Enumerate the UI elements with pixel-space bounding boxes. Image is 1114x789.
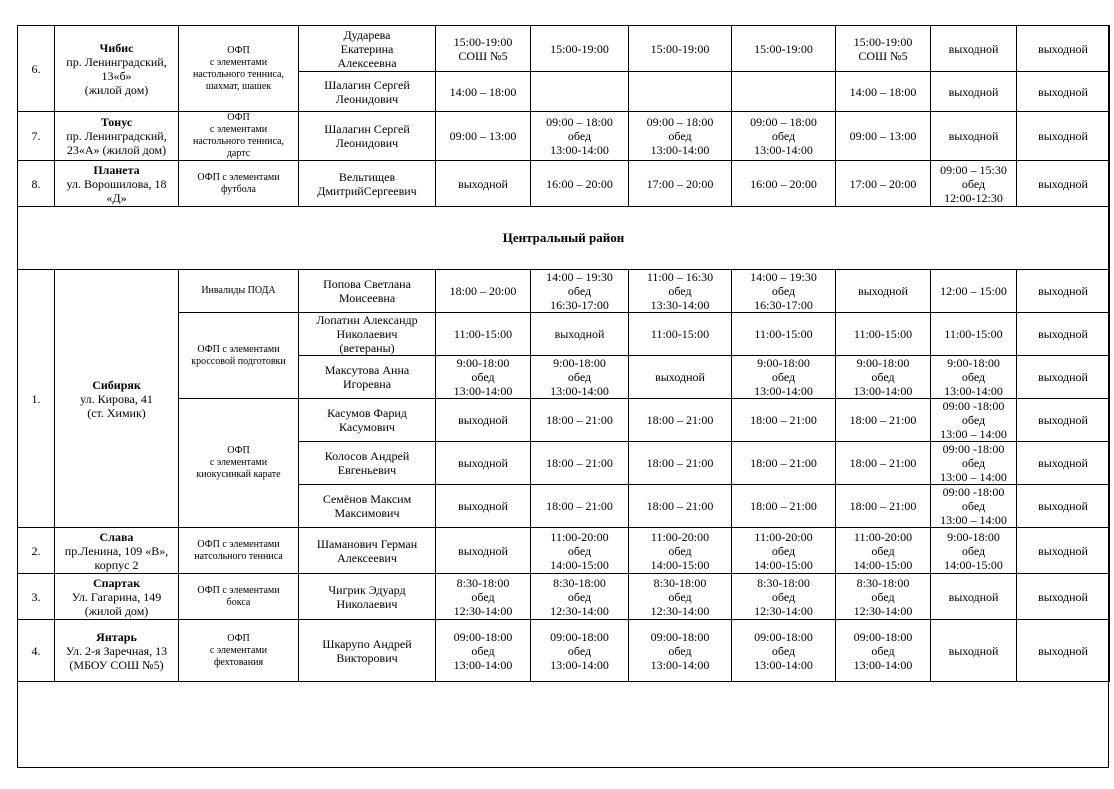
time-cell: 8:30-18:00 обед 12:30-14:00 <box>836 574 931 620</box>
coach-cell: Семёнов Максим Максимович <box>299 485 436 528</box>
table-row <box>18 207 1110 270</box>
time-cell: 09:00-18:00 обед 13:00-14:00 <box>531 620 629 682</box>
time-cell: 9:00-18:00 обед 13:00-14:00 <box>436 356 531 399</box>
time-cell: выходной <box>436 442 531 485</box>
time-cell: выходной <box>1017 485 1110 528</box>
table-row <box>18 399 1110 442</box>
time-cell: 14:00 – 19:30 обед 16:30-17:00 <box>531 270 629 313</box>
table-row <box>18 313 1110 356</box>
club-name: Тонус <box>100 115 133 129</box>
sport-cell: ОФП с элементами бокса <box>179 574 299 620</box>
table-row <box>18 161 1110 207</box>
club-cell: Тонус пр. Ленинградский, 23«А» (жилой дом) <box>55 112 179 161</box>
time-cell: 18:00 – 21:00 <box>836 399 931 442</box>
time-cell: 17:00 – 20:00 <box>629 161 732 207</box>
time-cell: 09:00 – 18:00 обед 13:00-14:00 <box>732 112 836 161</box>
time-cell: 09:00 – 13:00 <box>836 112 931 161</box>
club-cell: Планета ул. Ворошилова, 18 «Д» <box>55 161 179 207</box>
time-cell: выходной <box>436 485 531 528</box>
table-row <box>18 26 1110 72</box>
time-cell: 09:00 -18:00 обед 13:00 – 14:00 <box>931 399 1017 442</box>
time-cell: 11:00-15:00 <box>836 313 931 356</box>
time-cell: 18:00 – 21:00 <box>531 399 629 442</box>
club-cell: Янтарь Ул. 2-я Заречная, 13 (МБОУ СОШ №5) <box>55 620 179 682</box>
club-name: Планета <box>93 162 140 177</box>
club-name: Янтарь <box>96 629 137 644</box>
coach-cell: Дударева Екатерина Алексеевна <box>299 26 436 72</box>
time-cell: 8:30-18:00 обед 12:30-14:00 <box>436 574 531 620</box>
coach-cell: Лопатин Александр Николаевич (ветераны) <box>299 313 436 356</box>
time-cell: 15:00-19:00 <box>732 26 836 72</box>
time-cell: 18:00 – 21:00 <box>732 399 836 442</box>
row-number: 6. <box>18 26 55 112</box>
time-cell: 9:00-18:00 обед 13:00-14:00 <box>531 356 629 399</box>
time-cell: 09:00 -18:00 обед 13:00 – 14:00 <box>931 485 1017 528</box>
time-cell: 12:00 – 15:00 <box>931 270 1017 313</box>
sport-cell: ОФП с элементами фехтования <box>179 620 299 682</box>
coach-cell: Попова Светлана Моисеевна <box>299 270 436 313</box>
time-cell: 11:00-15:00 <box>931 313 1017 356</box>
time-cell: 09:00 – 15:30 обед 12:00-12:30 <box>931 161 1017 207</box>
time-cell: выходной <box>1017 26 1110 72</box>
time-cell: 11:00-20:00 обед 14:00-15:00 <box>836 528 931 574</box>
time-cell: 18:00 – 21:00 <box>629 442 732 485</box>
sport-cell: ОФП с элементами настольного тенниса, дартс <box>179 112 299 161</box>
time-cell: 16:00 – 20:00 <box>531 161 629 207</box>
time-cell: 11:00-15:00 <box>436 313 531 356</box>
time-cell: 8:30-18:00 обед 12:30-14:00 <box>732 574 836 620</box>
time-cell: выходной <box>836 270 931 313</box>
time-cell: 11:00-20:00 обед 14:00-15:00 <box>531 528 629 574</box>
sport-cell: ОФП с элементами настольного тенниса, шахмат, шашек <box>179 26 299 112</box>
time-cell: 18:00 – 21:00 <box>836 442 931 485</box>
coach-cell: Вельтищев ДмитрийСергеевич <box>299 161 436 207</box>
time-cell: выходной <box>1017 270 1110 313</box>
time-cell <box>732 72 836 112</box>
table-row <box>18 270 1110 313</box>
time-cell <box>629 72 732 112</box>
time-cell: выходной <box>436 528 531 574</box>
time-cell: 14:00 – 18:00 <box>836 72 931 112</box>
time-cell: 9:00-18:00 обед 13:00-14:00 <box>836 356 931 399</box>
time-cell: 15:00-19:00 <box>629 26 732 72</box>
schedule-table <box>17 25 1110 682</box>
coach-cell: Касумов Фарид Касумович <box>299 399 436 442</box>
club-cell: Чибис пр. Ленинградский, 13«б» (жилой дом) <box>55 26 179 112</box>
time-cell: 09:00 – 18:00 обед 13:00-14:00 <box>629 112 732 161</box>
time-cell: выходной <box>1017 620 1110 682</box>
club-cell: Слава пр.Ленина, 109 «В», корпус 2 <box>55 528 179 574</box>
time-cell: выходной <box>1017 356 1110 399</box>
time-cell: 15:00-19:00 СОШ №5 <box>436 26 531 72</box>
time-cell: 8:30-18:00 обед 12:30-14:00 <box>629 574 732 620</box>
time-cell: выходной <box>1017 574 1110 620</box>
time-cell: 14:00 – 18:00 <box>436 72 531 112</box>
time-cell: 9:00-18:00 обед 13:00-14:00 <box>732 356 836 399</box>
time-cell: 18:00 – 21:00 <box>531 442 629 485</box>
time-cell: выходной <box>931 72 1017 112</box>
time-cell: выходной <box>1017 313 1110 356</box>
time-cell: 18:00 – 21:00 <box>732 485 836 528</box>
time-cell: 11:00-15:00 <box>629 313 732 356</box>
time-cell: 15:00-19:00 <box>531 26 629 72</box>
time-cell: 09:00-18:00 обед 13:00-14:00 <box>436 620 531 682</box>
time-cell: 18:00 – 20:00 <box>436 270 531 313</box>
row-number: 7. <box>18 112 55 161</box>
coach-cell: Шалагин Сергей Леонидович <box>299 112 436 161</box>
time-cell: выходной <box>436 399 531 442</box>
time-cell: 18:00 – 21:00 <box>836 485 931 528</box>
time-cell: 9:00-18:00 обед 13:00-14:00 <box>931 356 1017 399</box>
time-cell: 09:00-18:00 обед 13:00-14:00 <box>836 620 931 682</box>
coach-cell: Шкарупо Андрей Викторович <box>299 620 436 682</box>
row-number: 4. <box>18 620 55 682</box>
time-cell: 09:00 – 18:00 обед 13:00-14:00 <box>531 112 629 161</box>
time-cell: 17:00 – 20:00 <box>836 161 931 207</box>
coach-cell: Колосов Андрей Евгеньевич <box>299 442 436 485</box>
club-name: Сибиряк <box>92 377 141 392</box>
time-cell: выходной <box>931 112 1017 161</box>
time-cell: 11:00 – 16:30 обед 13:30-14:00 <box>629 270 732 313</box>
time-cell: 18:00 – 21:00 <box>531 485 629 528</box>
table-row <box>18 528 1110 574</box>
sport-cell: ОФП с элементами натсольного тенниса <box>179 528 299 574</box>
time-cell <box>531 72 629 112</box>
time-cell: 14:00 – 19:30 обед 16:30-17:00 <box>732 270 836 313</box>
sport-cell: ОФП с элементами киокусинкай карате <box>179 399 299 528</box>
club-name: Чибис <box>99 40 134 55</box>
sport-cell: Инвалиды ПОДА <box>179 270 299 313</box>
time-cell: выходной <box>436 161 531 207</box>
time-cell: выходной <box>931 26 1017 72</box>
time-cell: выходной <box>531 313 629 356</box>
table-row <box>18 574 1110 620</box>
time-cell: выходной <box>1017 72 1110 112</box>
time-cell: 09:00 – 13:00 <box>436 112 531 161</box>
coach-cell: Чигрик Эдуард Николаевич <box>299 574 436 620</box>
time-cell: выходной <box>1017 528 1110 574</box>
row-number: 3. <box>18 574 55 620</box>
club-cell: Сибиряк ул. Кирова, 41 (ст. Химик) <box>55 270 179 528</box>
time-cell: 15:00-19:00 СОШ №5 <box>836 26 931 72</box>
time-cell: выходной <box>931 574 1017 620</box>
time-cell: 09:00-18:00 обед 13:00-14:00 <box>732 620 836 682</box>
time-cell: 8:30-18:00 обед 12:30-14:00 <box>531 574 629 620</box>
club-name: Слава <box>99 529 134 544</box>
time-cell: 9:00-18:00 обед 14:00-15:00 <box>931 528 1017 574</box>
time-cell: 09:00-18:00 обед 13:00-14:00 <box>629 620 732 682</box>
club-cell: Спартак Ул. Гагарина, 149 (жилой дом) <box>55 574 179 620</box>
row-number: 1. <box>18 270 55 528</box>
time-cell: выходной <box>629 356 732 399</box>
club-name: Спартак <box>92 575 141 590</box>
time-cell: выходной <box>1017 442 1110 485</box>
time-cell: выходной <box>1017 399 1110 442</box>
time-cell: 18:00 – 21:00 <box>732 442 836 485</box>
time-cell: 18:00 – 21:00 <box>629 485 732 528</box>
time-cell: 16:00 – 20:00 <box>732 161 836 207</box>
coach-cell: Максутова Анна Игоревна <box>299 356 436 399</box>
table-row <box>18 620 1110 682</box>
time-cell: 11:00-20:00 обед 14:00-15:00 <box>732 528 836 574</box>
table-row <box>18 112 1110 161</box>
time-cell: выходной <box>1017 112 1110 161</box>
section-title: Центральный район <box>18 207 1110 270</box>
row-number: 8. <box>18 161 55 207</box>
coach-cell: Шаманович Герман Алексеевич <box>299 528 436 574</box>
time-cell: 18:00 – 21:00 <box>629 399 732 442</box>
time-cell: 09:00 -18:00 обед 13:00 – 14:00 <box>931 442 1017 485</box>
time-cell: 11:00-15:00 <box>732 313 836 356</box>
time-cell: выходной <box>1017 161 1110 207</box>
coach-cell: Шалагин Сергей Леонидович <box>299 72 436 112</box>
time-cell: выходной <box>931 620 1017 682</box>
row-number: 2. <box>18 528 55 574</box>
sport-cell: ОФП с элементами кроссовой подготовки <box>179 313 299 399</box>
time-cell: 11:00-20:00 обед 14:00-15:00 <box>629 528 732 574</box>
sport-cell: ОФП с элементами футбола <box>179 161 299 207</box>
